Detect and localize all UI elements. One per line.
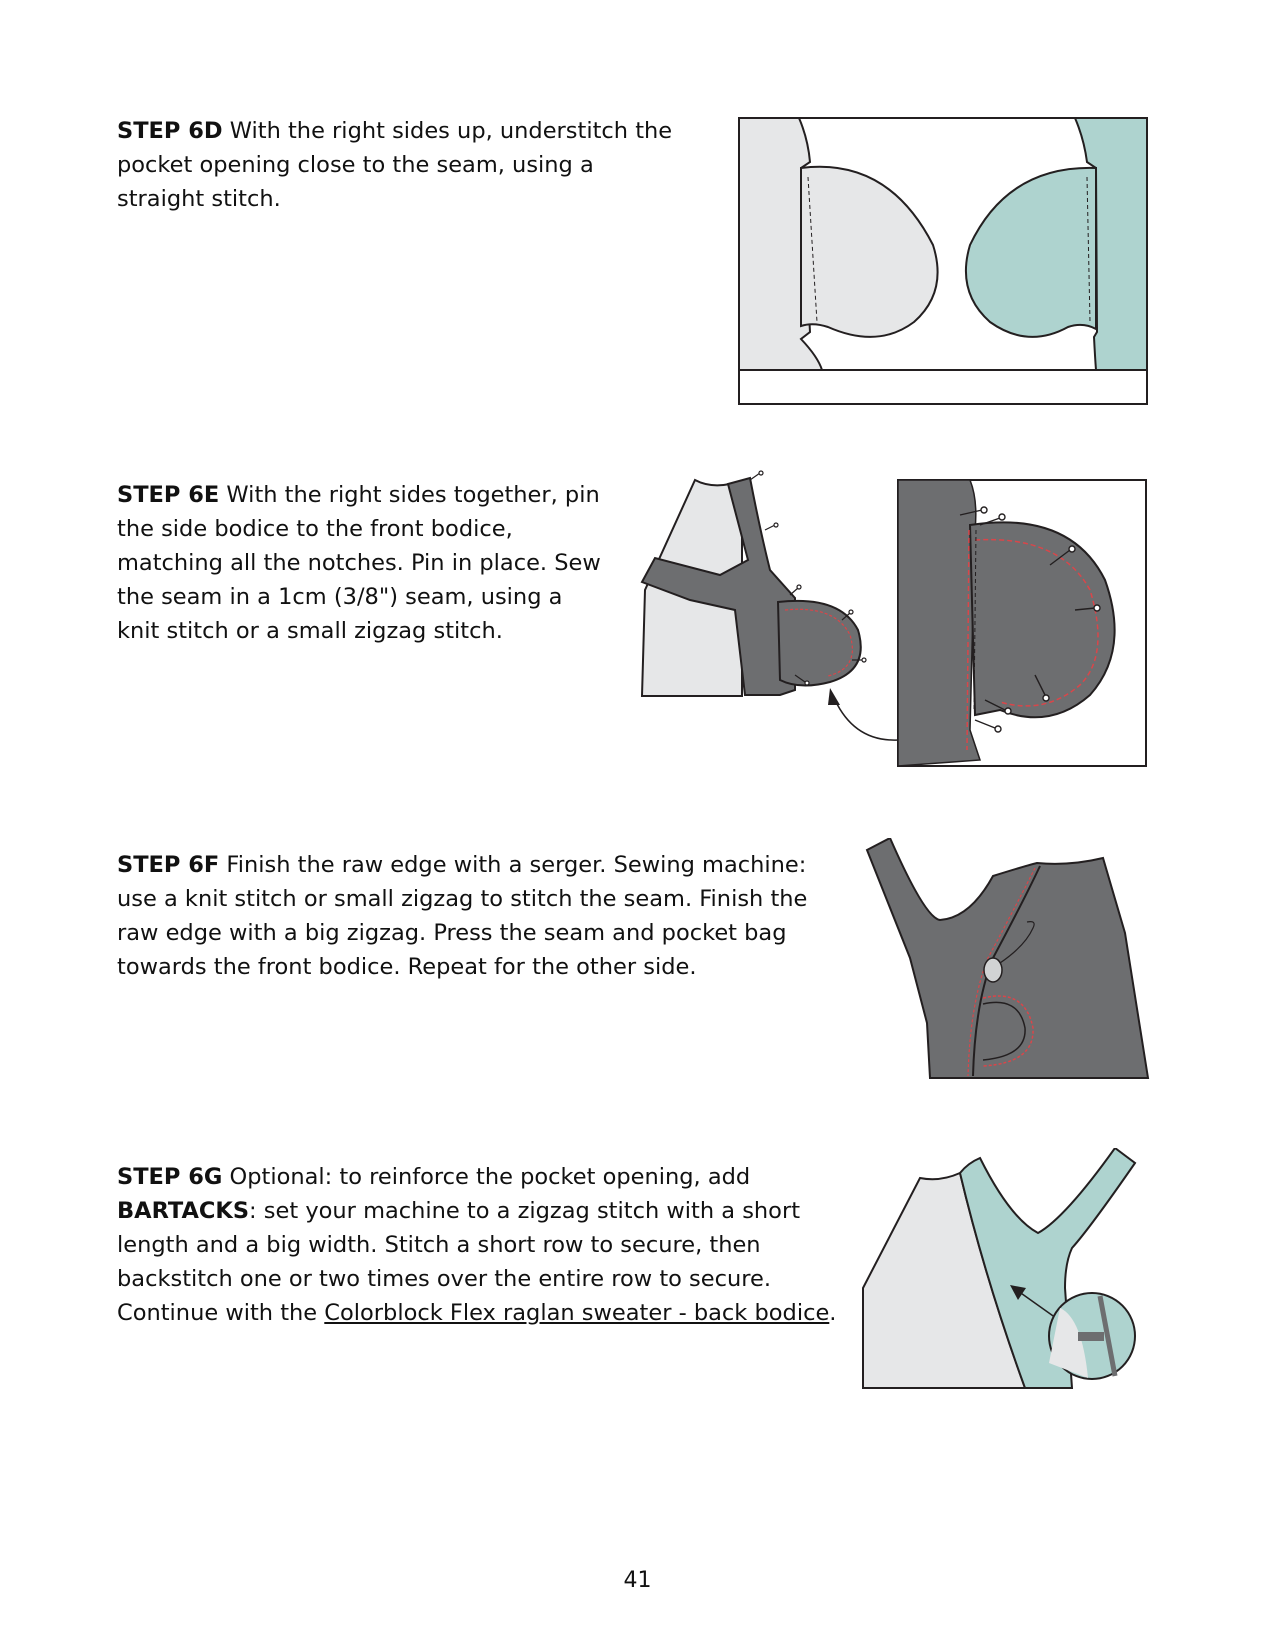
back-bodice-link[interactable]: Colorblock Flex raglan sweater - back bodice [324,1300,830,1326]
step-6f-body: Finish the raw edge with a serger. Sewing machine: use a knit stitch or small zigzag to stitch the seam. Finish the raw edge with a big zigzag. Press the seam and pocket bag towards the front bodice. Repeat for the other side. [117,852,808,980]
step-6e-illustration [630,470,1150,780]
serger-foot [984,958,1002,982]
step-6g-end: . [829,1300,837,1326]
bartack-stitch [1078,1332,1104,1341]
step-6f-label: STEP 6F [117,852,220,878]
step-6e-body: With the right sides together, pin the side bodice to the front bodice, matching all the notches. Pin in place. Sew the seam in a 1cm (3/8") seam, using a knit stitch or a small zigzag stitch. [117,482,601,644]
step-6d-text [117,114,687,216]
step-6g-bartacks: BARTACKS [117,1198,250,1224]
step-6d-body: With the right sides up, understitch the pocket opening close to the seam, using a straight stitch. [117,118,673,212]
step-6d-illustration [738,117,1148,405]
step-6f-text [117,848,837,984]
step-6e-text [117,478,607,648]
small-pocket [778,601,861,686]
step-6g-body-2: : set your machine to a zigzag stitch with a short length and a big width. Stitch a short row to secure, then backstitch one or two times over the entire row to secure. Continue with the [117,1198,801,1326]
step-6f-illustration [865,838,1150,1083]
step-6g-body-1: Optional: to reinforce the pocket opening, add [222,1164,751,1190]
page-number: 41 [623,1568,652,1593]
step-6g-label: STEP 6G [117,1164,223,1190]
step-6g-text [117,1160,837,1330]
step-6e-label: STEP 6E [117,482,220,508]
step-6d-label: STEP 6D [117,118,223,144]
step-6g-illustration [860,1148,1150,1398]
